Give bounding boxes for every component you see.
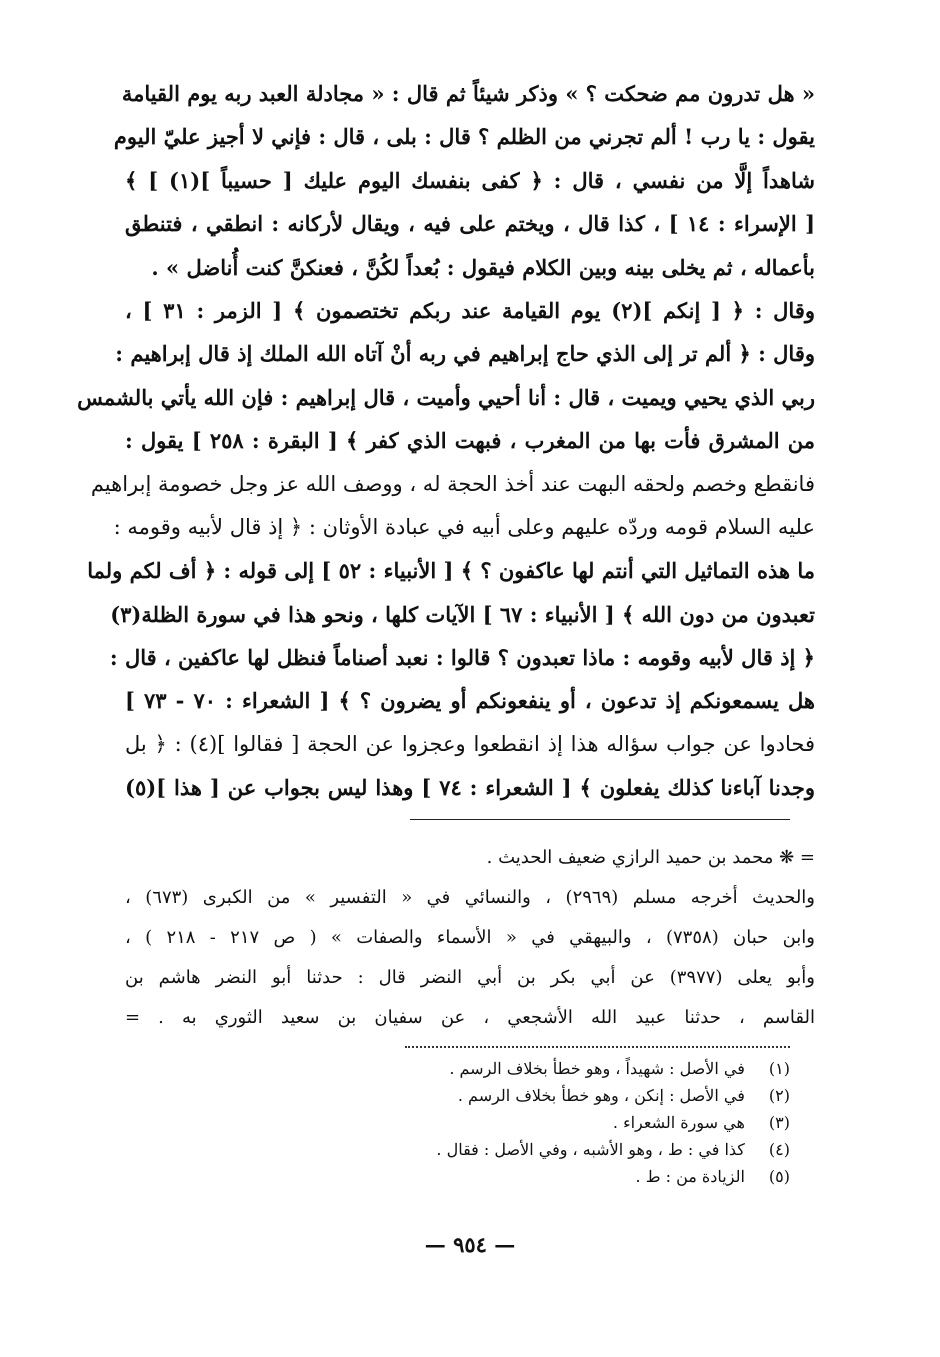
text-line: ربي الذي يحيي ويميت ، قال : أنا أحيي وأميت ، قال إبراهيم : فإن الله يأتي بالشمس — [77, 384, 815, 410]
footnote-text: الزيادة من : ط . — [635, 1167, 745, 1186]
footnote-text: في الأصل : إنكن ، وهو خطأ بخلاف الرسم . — [457, 1086, 745, 1105]
note-line: القاسم ، حدثنا عبيد الله الأشجعي ، عن سفيان بن سعيد الثوري به . = — [125, 1007, 815, 1028]
text-line: شاهداً إلَّا من نفسي ، قال : ﴿ كفى بنفسك اليوم عليك [ حسيباً ](١) ] ﴾ — [125, 167, 815, 193]
text-line: بأعماله ، ثم يخلى بينه وبين الكلام فيقول : بُعداً لكُنَّ ، فعنكنَّ كنت أُناضل » . — [151, 254, 815, 280]
footnote-number: (١) — [768, 1059, 790, 1078]
text-line: فحادوا عن جواب سؤاله هذا إذ انقطعوا وعجزوا عن الحجة [ فقالوا ](٤) : ﴿ بل — [125, 731, 815, 756]
text-line: ﴿ إذ قال لأبيه وقومه : ماذا تعبدون ؟ قالوا : نعبد أصناماً فنظل لها عاكفين ، قال : — [109, 645, 815, 671]
footnote-item — [370, 1109, 790, 1136]
footnote-text: في الأصل : شهيداً ، وهو خطأ بخلاف الرسم . — [449, 1059, 745, 1078]
footnote-text: كذا في : ط ، وهو الأشبه ، وفي الأصل : فقال . — [436, 1140, 745, 1159]
text-line: [ الإسراء : ١٤ ] ، كذا قال ، ويختم على فيه ، ويقال لأركانه : انطقي ، فتنطق — [125, 211, 816, 237]
footnote-item — [370, 1055, 790, 1082]
text-line: وجدنا آباءنا كذلك يفعلون ﴾ [ الشعراء : ٧٤ ] وهذا ليس بجواب عن [ هذا ](٥) — [125, 775, 815, 801]
dotted-separator — [405, 1046, 790, 1048]
text-line: يقول : يا رب ! ألم تجرني من الظلم ؟ قال : بلى ، قال : فإني لا أجيز عليّ اليوم — [113, 124, 815, 150]
main-text — [77, 72, 816, 810]
text-line: تعبدون من دون الله ﴾ [ الأنبياء : ٦٧ ] الآيات كلها ، ونحو هذا في سورة الظلة(٣) — [110, 601, 815, 627]
footnote-item — [370, 1163, 790, 1190]
text-line: من المشرق فأت بها من المغرب ، فبهت الذي كفر ﴾ [ البقرة : ٢٥٨ ] يقول : — [125, 428, 815, 454]
footnote-separator — [410, 819, 790, 820]
note-line: والحديث أخرجه مسلم (٢٩٦٩) ، والنسائي في « التفسير » من الكبرى (٦٧٣) ، — [125, 887, 815, 908]
carried-footnote — [125, 838, 815, 1038]
note-line: وأبو يعلى (٣٩٧٧) عن أبي بكر بن أبي النضر قال : حدثنا أبو النضر هاشم بن — [125, 967, 815, 988]
text-line: وقال : ﴿ [ إنكم ](٢) يوم القيامة عند ربكم تختصمون ﴾ [ الزمر : ٣١ ] ، — [125, 297, 816, 323]
text-line: ما هذه التماثيل التي أنتم لها عاكفون ؟ ﴾ [ الأنبياء : ٥٢ ] إلى قوله : ﴿ أف لكم ولما — [87, 558, 815, 584]
footnote-item — [370, 1082, 790, 1109]
note-line: = ❋ محمد بن حميد الرازي ضعيف الحديث . — [486, 847, 815, 868]
note-line: وابن حبان (٧٣٥٨) ، والبيهقي في « الأسماء والصفات » ( ص ٢١٧ - ٢١٨ ) ، — [125, 927, 815, 948]
page-number: — ٩٥٤ — — [424, 1232, 516, 1257]
footnotes-list — [370, 1055, 790, 1190]
footnote-item — [370, 1136, 790, 1163]
text-line: فانقطع وخصم ولحقه البهت عند أخذ الحجة له ، ووصف الله عز وجل خصومة إبراهيم — [90, 471, 815, 496]
footnote-number: (٥) — [768, 1167, 790, 1186]
footnote-text: هي سورة الشعراء . — [612, 1113, 745, 1132]
text-line: وقال : ﴿ ألم تر إلى الذي حاج إبراهيم في ربه أنْ آتاه الله الملك إذ قال إبراهيم : — [115, 341, 815, 367]
text-line: « هل تدرون مم ضحكت ؟ » وذكر شيئاً ثم قال : « مجادلة العبد ربه يوم القيامة — [121, 81, 815, 106]
text-line: عليه السلام قومه وردّه عليهم وعلى أبيه في عبادة الأوثان : ﴿ إذ قال لأبيه وقومه : — [113, 514, 815, 539]
footnote-number: (٤) — [768, 1140, 790, 1159]
footnote-number: (٢) — [768, 1086, 790, 1105]
footnote-number: (٣) — [768, 1113, 790, 1132]
text-line: هل يسمعونكم إذ تدعون ، أو ينفعونكم أو يضرون ؟ ﴾ [ الشعراء : ٧٠ - ٧٣ ] — [125, 688, 815, 714]
